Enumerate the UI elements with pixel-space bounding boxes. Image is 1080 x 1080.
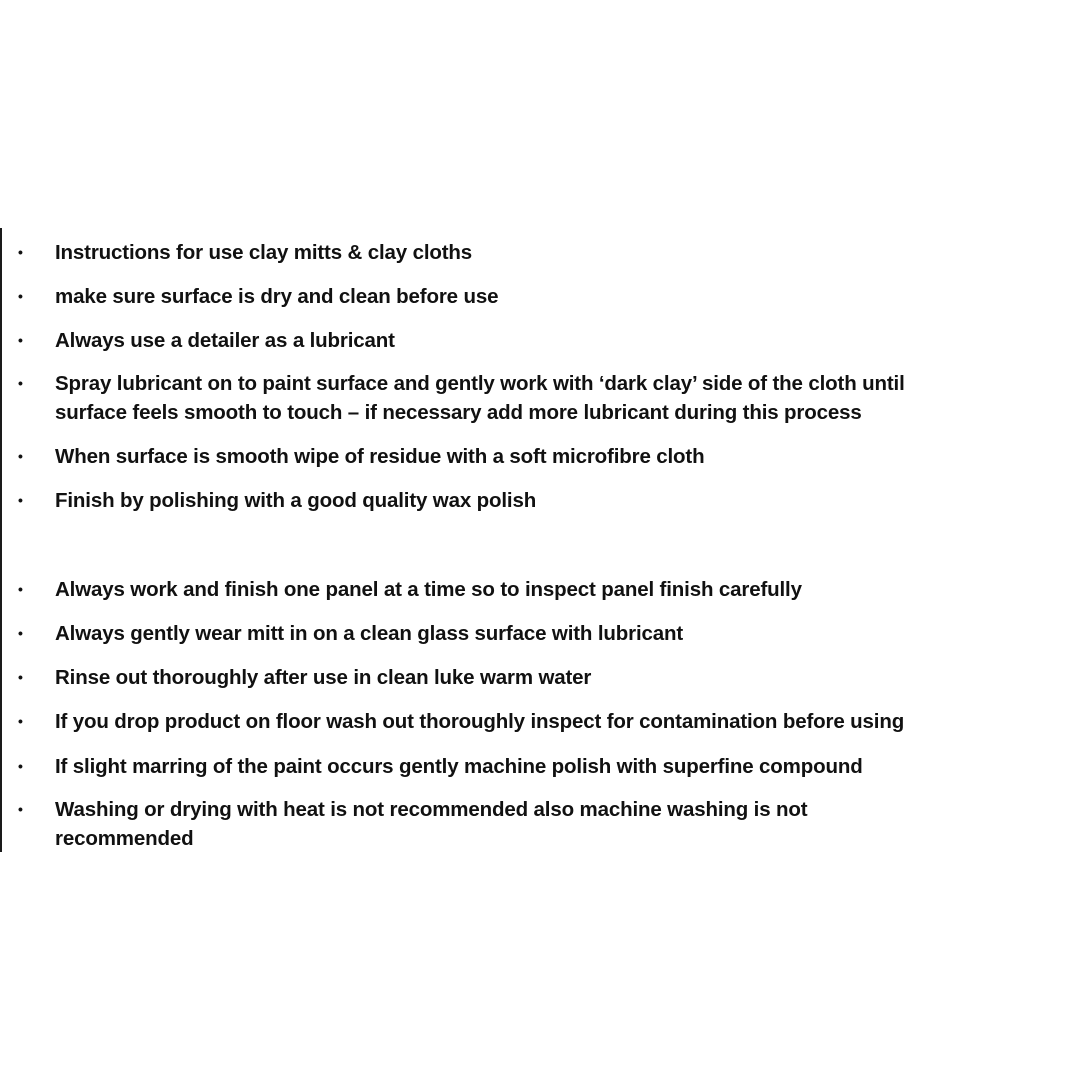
bullet: • [18, 375, 23, 391]
list-item-text: Always use a detailer as a lubricant [55, 329, 395, 352]
bullet: • [18, 625, 23, 641]
list-item-text: Always work and finish one panel at a time so to inspect panel finish carefully [55, 578, 802, 601]
bullet: • [18, 288, 23, 304]
list-item-text: Finish by polishing with a good quality wax polish [55, 489, 537, 512]
list-item-text: Instructions for use clay mitts & clay cloths [55, 241, 473, 264]
bullet: • [18, 581, 23, 597]
bullet: • [18, 332, 23, 348]
list-item-text: Rinse out thoroughly after use in clean luke warm water [55, 666, 592, 689]
bullet: • [18, 758, 23, 774]
bullet: • [18, 669, 23, 685]
bullet: • [18, 492, 23, 508]
list-item-text: Always gently wear mitt in on a clean glass surface with lubricant [55, 622, 684, 645]
bullet: • [18, 448, 23, 464]
list-item-text: If you drop product on floor wash out thoroughly inspect for contamination before using [55, 710, 905, 733]
list-item-text: Washing or drying with heat is not recommended also machine washing is not recommended [55, 798, 808, 850]
bullet: • [18, 801, 23, 817]
list-item-text: If slight marring of the paint occurs gently machine polish with superfine compound [55, 755, 863, 778]
list-item-text: Spray lubricant on to paint surface and gently work with ‘dark clay’ side of the cloth until surface feels smooth to touch – if necessary add more lubricant during this process [55, 372, 905, 424]
list-item-text: When surface is smooth wipe of residue with a soft microfibre cloth [55, 445, 705, 468]
bullet: • [18, 244, 23, 260]
bullet: • [18, 713, 23, 729]
list-item-text: make sure surface is dry and clean before use [55, 285, 499, 308]
